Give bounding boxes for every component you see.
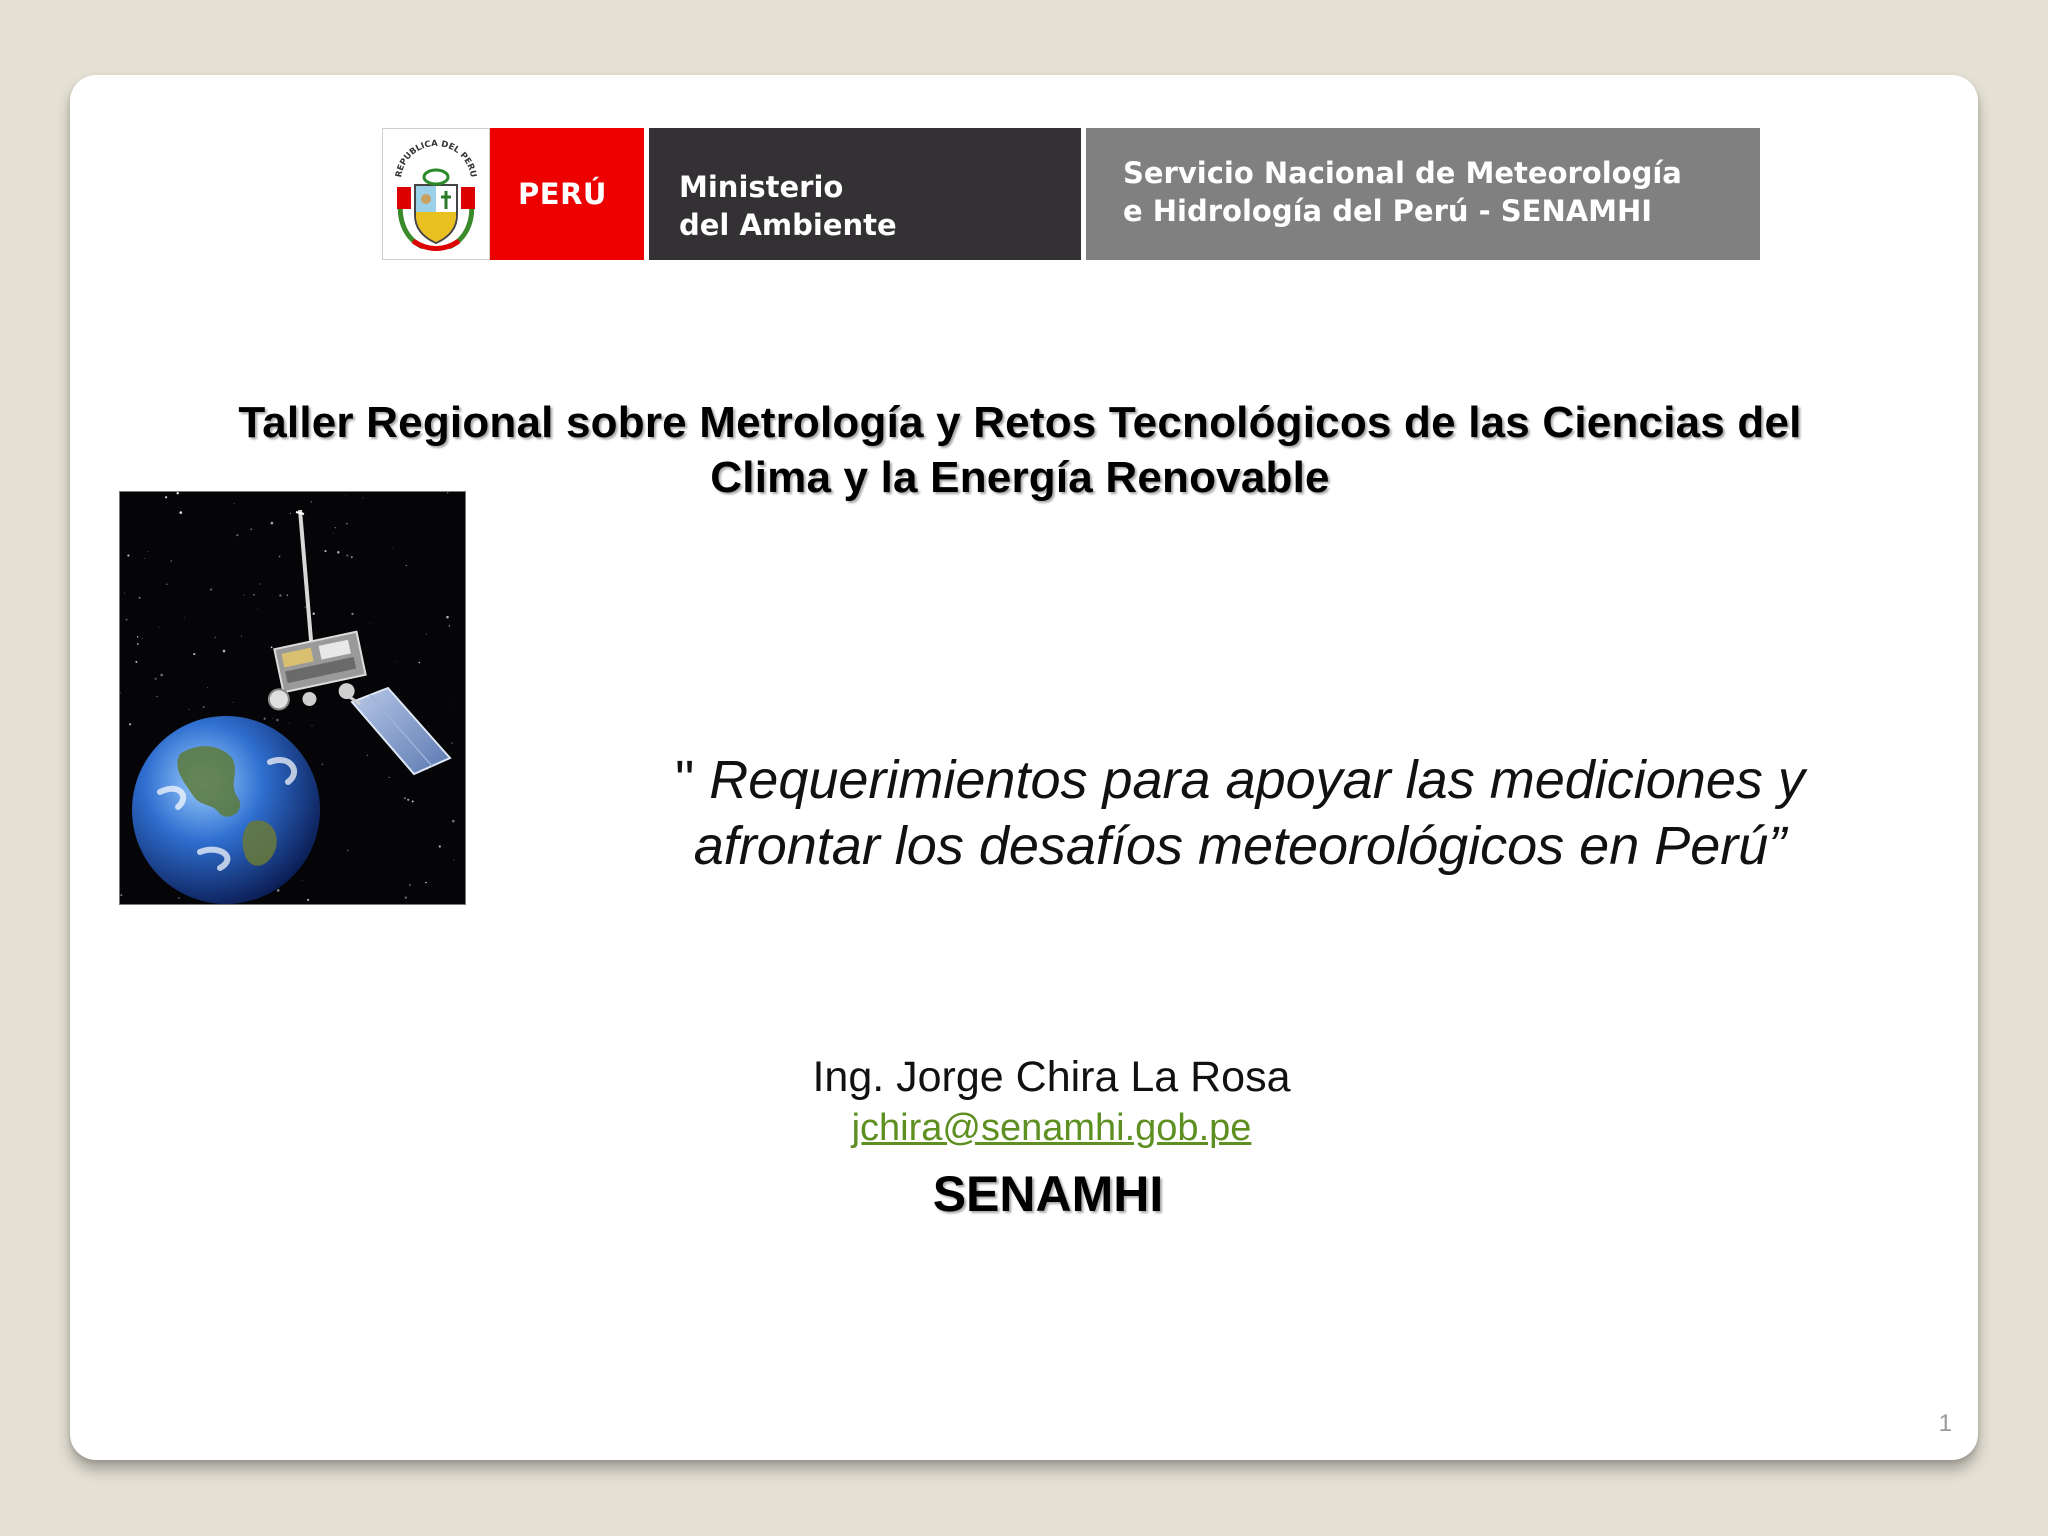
star bbox=[129, 723, 131, 725]
star bbox=[439, 845, 441, 847]
star bbox=[449, 625, 451, 627]
star bbox=[223, 650, 226, 653]
star bbox=[158, 627, 159, 628]
star bbox=[148, 551, 149, 552]
star bbox=[210, 588, 212, 590]
star bbox=[453, 860, 454, 861]
star bbox=[179, 511, 182, 514]
star bbox=[311, 501, 312, 502]
star bbox=[312, 725, 313, 726]
star bbox=[207, 687, 208, 688]
workshop-title-line-1: Taller Regional sobre Metrología y Retos Tecnológicos de las Ciencias del bbox=[238, 398, 1802, 447]
star bbox=[447, 492, 448, 493]
slide-number: 1 bbox=[1938, 1410, 1952, 1437]
star bbox=[367, 755, 368, 756]
star bbox=[250, 528, 252, 530]
star bbox=[346, 554, 348, 556]
star bbox=[253, 594, 254, 595]
star bbox=[257, 609, 258, 610]
presenter-email-link[interactable]: jchira@senamhi.gob.pe bbox=[851, 1107, 1252, 1149]
star bbox=[279, 556, 281, 558]
star bbox=[451, 704, 452, 705]
star bbox=[171, 560, 172, 561]
star bbox=[279, 594, 281, 596]
star bbox=[321, 763, 323, 765]
star bbox=[351, 556, 353, 558]
star bbox=[127, 555, 129, 557]
star bbox=[305, 606, 306, 607]
star bbox=[337, 551, 340, 554]
presentation-title-line-2: afrontar los desafíos meteorológicos en Perú” bbox=[693, 816, 1787, 876]
star bbox=[346, 523, 348, 525]
star bbox=[215, 637, 216, 638]
star bbox=[276, 719, 279, 722]
star bbox=[137, 636, 138, 637]
star bbox=[156, 696, 158, 698]
open-quote: " bbox=[675, 750, 695, 810]
star bbox=[244, 595, 245, 596]
star bbox=[259, 583, 260, 584]
presentation-title-line-1: Requerimientos para apoyar las mediciones y bbox=[694, 750, 1805, 810]
svg-text:REPUBLICA DEL PERU bbox=[394, 139, 478, 178]
star bbox=[345, 495, 346, 496]
star bbox=[407, 799, 409, 801]
star bbox=[307, 899, 309, 901]
star bbox=[234, 503, 235, 504]
star bbox=[233, 702, 234, 703]
star bbox=[446, 616, 449, 619]
peru-label: PERÚ bbox=[490, 128, 644, 260]
star bbox=[287, 595, 288, 596]
star bbox=[176, 492, 178, 494]
star bbox=[392, 548, 393, 549]
star bbox=[144, 558, 145, 559]
star bbox=[404, 797, 406, 799]
star bbox=[397, 661, 398, 662]
star bbox=[412, 800, 414, 802]
star bbox=[271, 522, 274, 525]
ministry-line-1: Ministerio bbox=[679, 170, 844, 204]
star bbox=[419, 662, 420, 663]
star bbox=[135, 661, 137, 663]
star bbox=[236, 534, 238, 536]
slide bbox=[70, 75, 1978, 1460]
star bbox=[277, 889, 280, 892]
star bbox=[120, 894, 122, 896]
star bbox=[426, 633, 427, 634]
star bbox=[137, 643, 139, 645]
ministry-line-2: del Ambiente bbox=[679, 208, 897, 242]
star bbox=[241, 636, 242, 637]
star bbox=[324, 550, 326, 552]
star bbox=[289, 723, 290, 724]
star bbox=[428, 726, 429, 727]
star bbox=[452, 820, 455, 823]
star bbox=[203, 706, 205, 708]
star bbox=[178, 507, 179, 508]
star bbox=[166, 583, 168, 585]
star bbox=[406, 565, 407, 566]
crest-text: REPUBLICA DEL PERU bbox=[394, 138, 478, 179]
workshop-title bbox=[70, 395, 1970, 505]
star bbox=[302, 880, 303, 881]
star bbox=[124, 593, 125, 594]
star bbox=[370, 623, 371, 624]
peru-coat-of-arms-icon bbox=[382, 128, 490, 260]
star bbox=[139, 597, 141, 599]
service-label bbox=[1086, 128, 1760, 260]
star bbox=[351, 613, 353, 615]
presenter-name: Ing. Jorge Chira La Rosa bbox=[812, 1053, 1291, 1101]
star bbox=[405, 896, 407, 898]
star bbox=[193, 653, 195, 655]
star bbox=[389, 777, 390, 778]
star bbox=[188, 709, 189, 710]
star bbox=[451, 742, 452, 743]
star bbox=[154, 678, 156, 680]
star bbox=[178, 897, 180, 899]
star bbox=[271, 647, 273, 649]
service-line-2: e Hidrología del Perú - SENAMHI bbox=[1123, 194, 1653, 228]
star bbox=[126, 619, 128, 621]
ministry-label bbox=[649, 128, 1081, 260]
star bbox=[333, 533, 334, 534]
star bbox=[409, 884, 410, 885]
star bbox=[335, 527, 336, 528]
satellite-earth-image bbox=[119, 491, 466, 905]
star bbox=[160, 674, 163, 677]
star bbox=[425, 882, 426, 883]
organization-name: SENAMHI bbox=[932, 1166, 1164, 1222]
star bbox=[184, 617, 185, 618]
service-line-1: Servicio Nacional de Meteorología bbox=[1123, 156, 1682, 190]
star bbox=[313, 613, 315, 615]
star bbox=[165, 496, 167, 498]
star bbox=[264, 718, 266, 720]
presentation-title bbox=[510, 747, 1970, 879]
star bbox=[290, 513, 291, 514]
header-banner bbox=[382, 128, 1760, 260]
workshop-title-line-2: Clima y la Energía Renovable bbox=[710, 453, 1330, 502]
star bbox=[273, 718, 274, 719]
star bbox=[363, 498, 364, 499]
star bbox=[347, 850, 348, 851]
star bbox=[142, 638, 143, 639]
